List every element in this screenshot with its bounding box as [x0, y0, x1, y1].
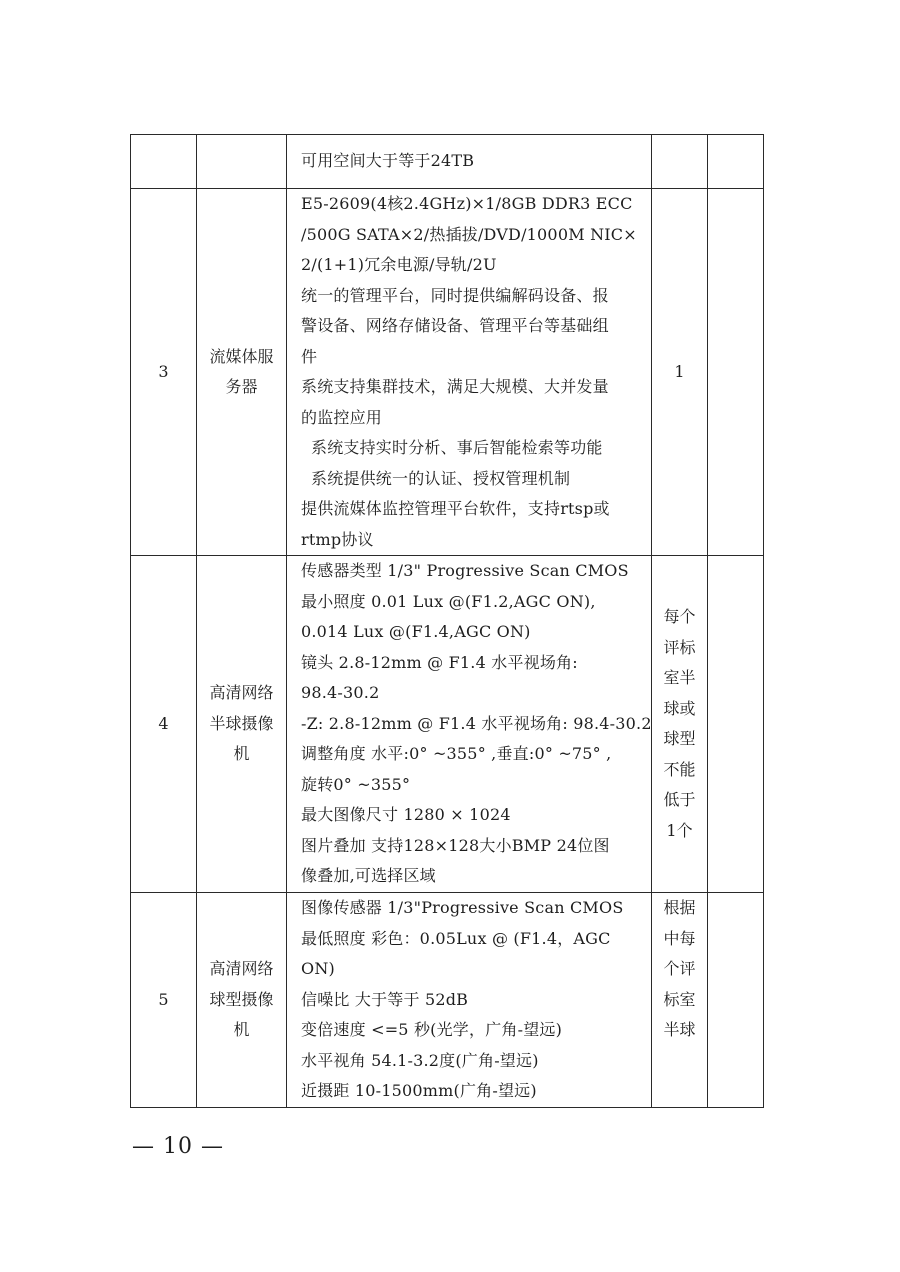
table-row — [131, 135, 764, 189]
spec-line: rtmp协议 — [301, 529, 374, 549]
quantity-cell — [652, 556, 708, 893]
spec-line: 的监控应用 — [301, 407, 383, 427]
spec-line: 统一的管理平台，同时提供编解码设备、报 — [301, 285, 609, 305]
spec-line: 调整角度 水平:0° ~355° ,垂直:0° ~75° , — [301, 744, 612, 764]
spec-line: 98.4-30.2 — [301, 683, 380, 703]
item-name-line: 球型摄像 — [209, 989, 274, 1009]
spec-line: ON) — [301, 959, 335, 978]
spec-line: 传感器类型 1/3" Progressive Scan CMOS — [301, 561, 629, 581]
remark-cell — [708, 556, 764, 893]
item-name-cell — [197, 556, 287, 893]
spec-line: /500G SATA×2/热插拔/DVD/1000M NIC× — [301, 224, 637, 244]
spec-line: 镜头 2.8-12mm @ F1.4 水平视场角: — [301, 652, 578, 672]
spec-line: 图片叠加 支持128×128大小BMP 24位图 — [301, 835, 610, 855]
quantity-text: 每个 — [663, 607, 696, 626]
spec-line: 系统支持实时分析、事后智能检索等功能 — [311, 438, 603, 457]
quantity-text: 半球 — [663, 1020, 696, 1039]
item-name-cell — [197, 893, 287, 1108]
spec-cell — [287, 893, 652, 1108]
spec-line: 件 — [301, 346, 318, 366]
equipment-spec-table — [130, 134, 764, 1108]
spec-line: 最小照度 0.01 Lux @(F1.2,AGC ON), — [301, 591, 596, 611]
row-number-cell: 5 — [131, 893, 197, 1108]
quantity-text: 1 — [674, 361, 685, 381]
quantity-cell — [652, 893, 708, 1108]
spec-line: 近摄距 10-1500mm(广角-望远) — [301, 1081, 537, 1100]
item-name-cell — [197, 135, 287, 189]
spec-line: 提供流媒体监控管理平台软件，支持rtsp或 — [301, 499, 610, 518]
item-name-line: 机 — [233, 744, 250, 764]
spec-line: 0.014 Lux @(F1.4,AGC ON) — [301, 622, 531, 642]
spec-line: 水平视角 54.1-3.2度(广角-望远) — [301, 1050, 539, 1070]
spec-line: -Z: 2.8-12mm @ F1.4 水平视场角: 98.4-30.2 — [301, 713, 652, 733]
quantity-text: 标室 — [663, 989, 696, 1009]
item-name-cell — [197, 189, 287, 556]
spec-line: 2/(1+1)冗余电源/导轨/2U — [301, 255, 497, 274]
quantity-text: 不能 — [663, 759, 696, 779]
quantity-text: 评标 — [663, 637, 696, 657]
quantity-text: 低于 — [663, 790, 696, 809]
spec-cell — [287, 135, 652, 189]
remark-cell — [708, 893, 764, 1108]
item-name-line: 务器 — [225, 377, 258, 396]
quantity-cell — [652, 135, 708, 189]
quantity-text: 中每 — [663, 928, 696, 948]
item-name-line: 机 — [233, 1020, 250, 1039]
spec-line: 最大图像尺寸 1280 × 1024 — [301, 805, 511, 825]
spec-line: 像叠加,可选择区域 — [301, 866, 436, 886]
spec-line: 可用空间大于等于24TB — [301, 151, 475, 171]
table-row — [131, 189, 764, 556]
spec-line: 系统支持集群技术，满足大规模、大并发量 — [301, 377, 609, 396]
table-row — [131, 893, 764, 1108]
remark-cell — [708, 135, 764, 189]
quantity-text: 球型 — [663, 729, 696, 748]
spec-line: 变倍速度 <=5 秒(光学，广角-望远) — [301, 1020, 563, 1039]
spec-line: 警设备、网络存储设备、管理平台等基础组 — [301, 316, 609, 335]
quantity-text: 室半 — [663, 668, 696, 687]
item-name-line: 半球摄像 — [209, 713, 274, 733]
spec-line: 信噪比 大于等于 52dB — [301, 989, 469, 1009]
table-row — [131, 556, 764, 893]
spec-line: 最低照度 彩色：0.05Lux @ (F1.4，AGC — [301, 928, 611, 948]
quantity-text: 个评 — [663, 959, 696, 978]
item-name-line: 流媒体服 — [209, 346, 274, 366]
page-number: — 10 — — [132, 1134, 224, 1159]
row-number-cell: 4 — [131, 556, 197, 893]
spec-cell — [287, 556, 652, 893]
spec-line: E5-2609(4核2.4GHz)×1/8GB DDR3 ECC — [301, 194, 633, 213]
quantity-text: 根据 — [663, 898, 696, 917]
quantity-text: 球或 — [663, 698, 696, 718]
quantity-cell — [652, 189, 708, 556]
spec-line: 旋转0° ~355° — [301, 774, 411, 794]
spec-line: 系统提供统一的认证、授权管理机制 — [311, 468, 571, 488]
row-number-cell — [131, 135, 197, 189]
quantity-text: 1个 — [666, 820, 693, 840]
spec-cell — [287, 189, 652, 556]
remark-cell — [708, 189, 764, 556]
item-name-line: 高清网络 — [209, 683, 274, 703]
item-name-line: 高清网络 — [209, 959, 274, 978]
row-number-cell: 3 — [131, 189, 197, 556]
spec-line: 图像传感器 1/3"Progressive Scan CMOS — [301, 898, 624, 917]
